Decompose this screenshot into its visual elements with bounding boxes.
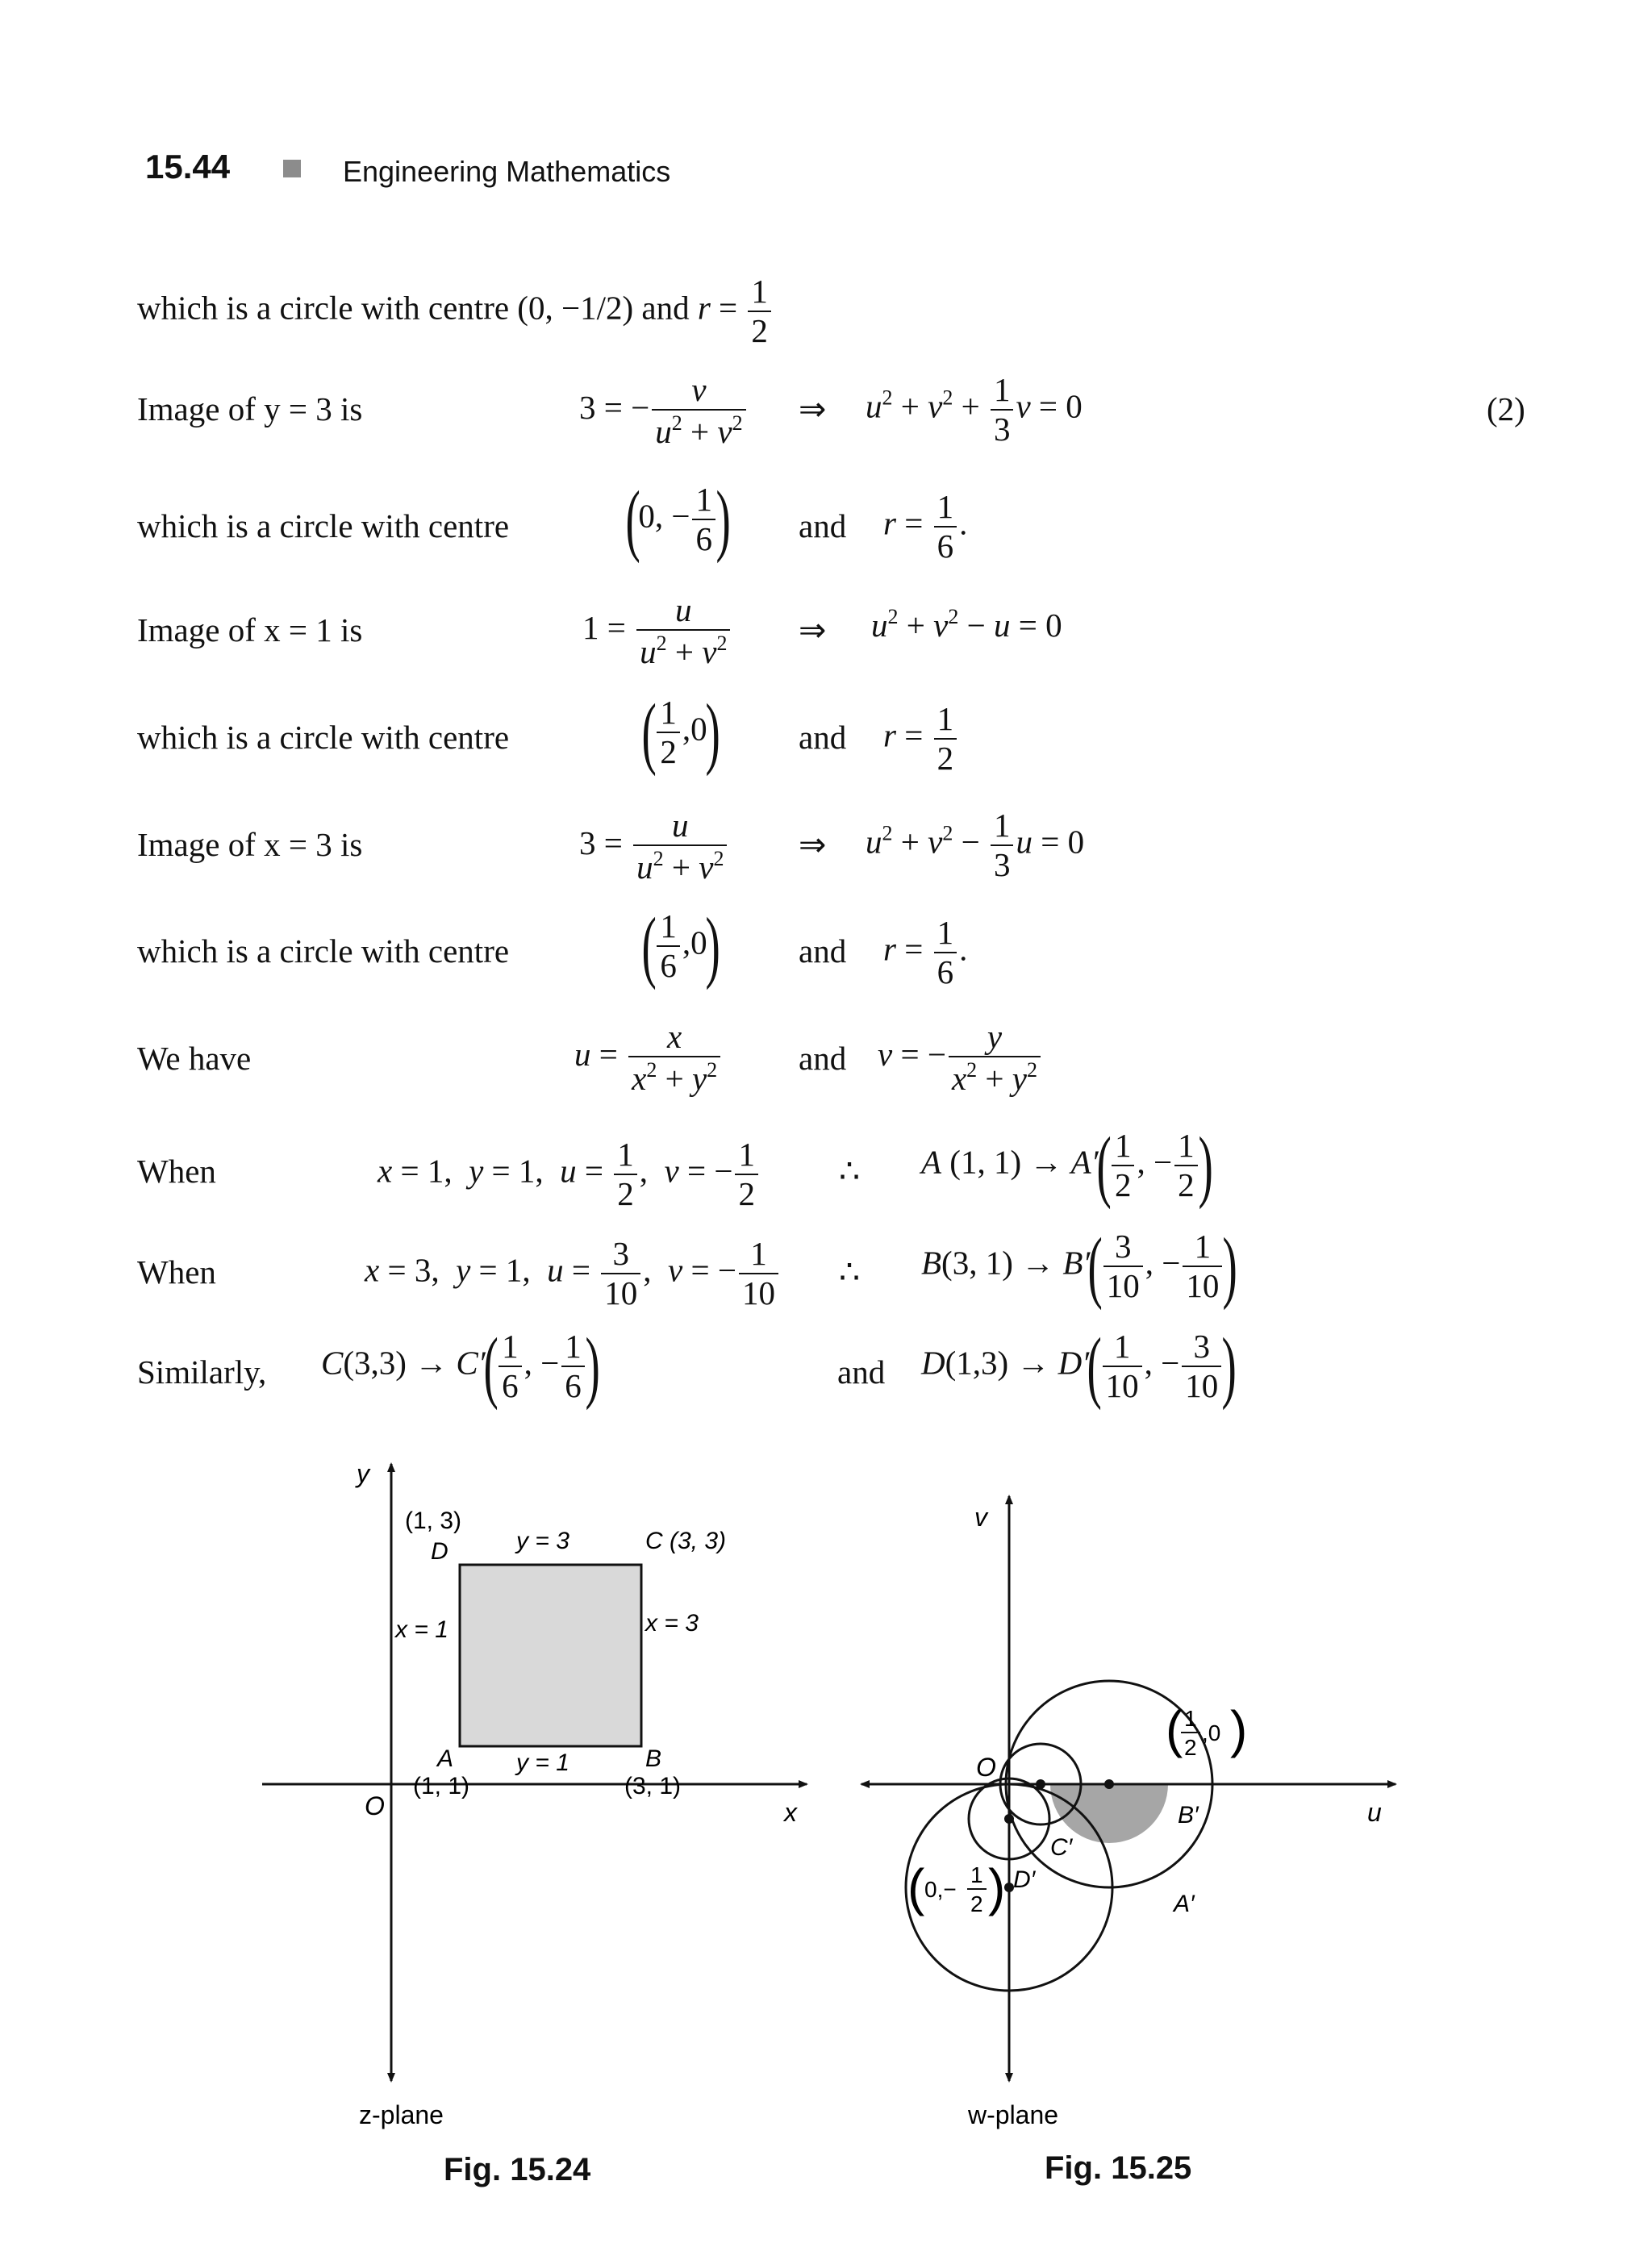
origin-label: O xyxy=(365,1791,385,1820)
line-5-and: and xyxy=(799,719,847,756)
line-9-mapping: A (1, 1) → A′( $\frac{1}{2}$ , − $\frac{1}{2}$ ) xyxy=(921,1120,1213,1210)
line-7-centre: ( $\frac{1}{6}$ ,0) xyxy=(641,901,720,990)
line-8-v: v = − $\frac{y}{x^2 + y^2}$ xyxy=(878,1020,1043,1096)
line-7-and: and xyxy=(799,932,847,970)
line-4-result: $u^2 + v^2 - u = 0$ xyxy=(871,605,1062,644)
line-10-label: When xyxy=(137,1253,216,1291)
line-8-label: We have xyxy=(137,1040,252,1077)
line-3-and: and xyxy=(799,507,847,544)
line-9-therefore: ∴ xyxy=(839,1153,861,1190)
c-prime-label: C′ xyxy=(1050,1834,1073,1861)
line-2-label: Image of y = 3 is xyxy=(137,390,363,427)
line-9-label: When xyxy=(137,1153,216,1190)
right-side-label: x = 3 xyxy=(645,1610,699,1637)
line-9-values: x = 1, y = 1, u = $\frac{1}{2}$ , v = − $\frac{1}{2}$ xyxy=(378,1137,761,1211)
svg-text:0,−: 0,− xyxy=(924,1877,957,1902)
line-1: which is a circle with centre (0, −1/2) and r = $\frac{1}{2}$ xyxy=(137,274,774,348)
d-coord: (1, 3) xyxy=(405,1507,462,1534)
bottom-side-label: y = 1 xyxy=(516,1749,569,1776)
line-7-radius: r = $\frac{1}{6}$ . xyxy=(883,914,968,991)
line-6-label: Image of x = 3 is xyxy=(137,826,363,863)
c-label: C (3, 3) xyxy=(645,1528,727,1554)
a-coord: (1, 1) xyxy=(413,1773,470,1799)
line-4-label: Image of x = 1 is xyxy=(137,611,363,648)
header-square-icon xyxy=(283,160,301,177)
svg-text:1: 1 xyxy=(1184,1706,1197,1731)
line-11-mapping-d: D(1,3) → D′( $\frac{1}{10}$ , − $\frac{3}{10}$ ) xyxy=(921,1321,1237,1411)
line-2-result: $u^2 + v^2$ + $\frac{1}{3}$ v = 0 xyxy=(866,371,1083,448)
line-10-therefore: ∴ xyxy=(839,1253,861,1291)
b-coord: (3, 1) xyxy=(624,1773,682,1799)
axis-v-label: v xyxy=(974,1503,987,1532)
left-side-label: x = 1 xyxy=(395,1616,448,1643)
line-11-label: Similarly, xyxy=(137,1353,267,1391)
book-title: Engineering Mathematics xyxy=(343,155,671,188)
line-5-label: which is a circle with centre xyxy=(137,719,510,756)
square-region xyxy=(460,1565,641,1746)
line-11-mapping-c: C(3,3) → C′( $\frac{1}{6}$ , − $\frac{1}{6}$ ) xyxy=(321,1321,600,1411)
d-label: D xyxy=(431,1538,448,1565)
figure-z-plane xyxy=(242,1444,839,2137)
line-2-implies: ⇒ xyxy=(799,390,827,427)
line-6-implies: ⇒ xyxy=(799,826,827,863)
caption-fig-15-24: Fig. 15.24 xyxy=(444,2152,591,2187)
figure-w-plane xyxy=(847,1484,1412,2145)
line-5-radius: r = $\frac{1}{2}$ xyxy=(883,702,959,776)
svg-text:,0: ,0 xyxy=(1202,1720,1221,1745)
b-prime-label: B′ xyxy=(1178,1802,1199,1829)
a-prime-label: A′ xyxy=(1174,1891,1195,1917)
line-3-radius: r = $\frac{1}{6}$ . xyxy=(883,488,968,565)
top-side-label: y = 3 xyxy=(516,1528,569,1554)
axis-y-label: y xyxy=(357,1459,369,1488)
line-10-mapping: B(3, 1) → B′( $\frac{3}{10}$ , − $\frac{1}{10}$ ) xyxy=(921,1221,1238,1311)
svg-text:): ) xyxy=(1230,1700,1248,1758)
svg-text:(: ( xyxy=(907,1858,925,1916)
line-4-equation: 1 = $\frac{u}{u^2 + v^2}$ xyxy=(582,593,732,669)
line-10-values: x = 3, y = 1, u = $\frac{3}{10}$ , v = − $\frac{1}{10}$ xyxy=(365,1236,781,1311)
d-prime-label: D′ xyxy=(1013,1866,1036,1893)
svg-text:(: ( xyxy=(1166,1700,1183,1758)
origin-label: O xyxy=(976,1753,996,1782)
equation-number: (2) xyxy=(1487,390,1525,427)
line-3-centre: (0, − $\frac{1}{6}$ ) xyxy=(625,474,731,564)
line-5-centre: ( $\frac{1}{2}$ ,0) xyxy=(641,687,720,777)
a-label: A xyxy=(437,1745,454,1772)
svg-text:1: 1 xyxy=(970,1862,983,1887)
axis-x-label: x xyxy=(784,1798,797,1827)
dot-centre-sixth xyxy=(1036,1779,1045,1789)
line-8-u: u = $\frac{x}{x^2 + y^2}$ xyxy=(574,1020,723,1096)
line-4-implies: ⇒ xyxy=(799,611,827,648)
line-11-and: and xyxy=(837,1353,886,1391)
line-7-label: which is a circle with centre xyxy=(137,932,510,970)
line-8-and: and xyxy=(799,1040,847,1077)
dot-centre-half xyxy=(1104,1779,1114,1789)
caption-fig-15-25: Fig. 15.25 xyxy=(1045,2150,1192,2186)
line-6-equation: 3 = $\frac{u}{u^2 + v^2}$ xyxy=(579,808,729,885)
svg-text:): ) xyxy=(988,1858,1006,1916)
line-3-label: which is a circle with centre xyxy=(137,507,510,544)
line-6-result: $u^2 + v^2$ − $\frac{1}{3}$ u = 0 xyxy=(866,807,1085,884)
w-plane-label: w-plane xyxy=(968,2100,1059,2129)
page-number: 15.44 xyxy=(145,148,231,186)
svg-text:2: 2 xyxy=(970,1891,983,1916)
axis-u-label: u xyxy=(1367,1798,1382,1827)
dot-centre-neg-sixth xyxy=(1004,1814,1014,1824)
b-label: B xyxy=(645,1745,662,1772)
svg-text:2: 2 xyxy=(1184,1735,1197,1760)
z-plane-label: z-plane xyxy=(359,2100,444,2129)
line-2-equation: 3 = − $\frac{v}{u^2 + v^2}$ xyxy=(579,373,749,449)
